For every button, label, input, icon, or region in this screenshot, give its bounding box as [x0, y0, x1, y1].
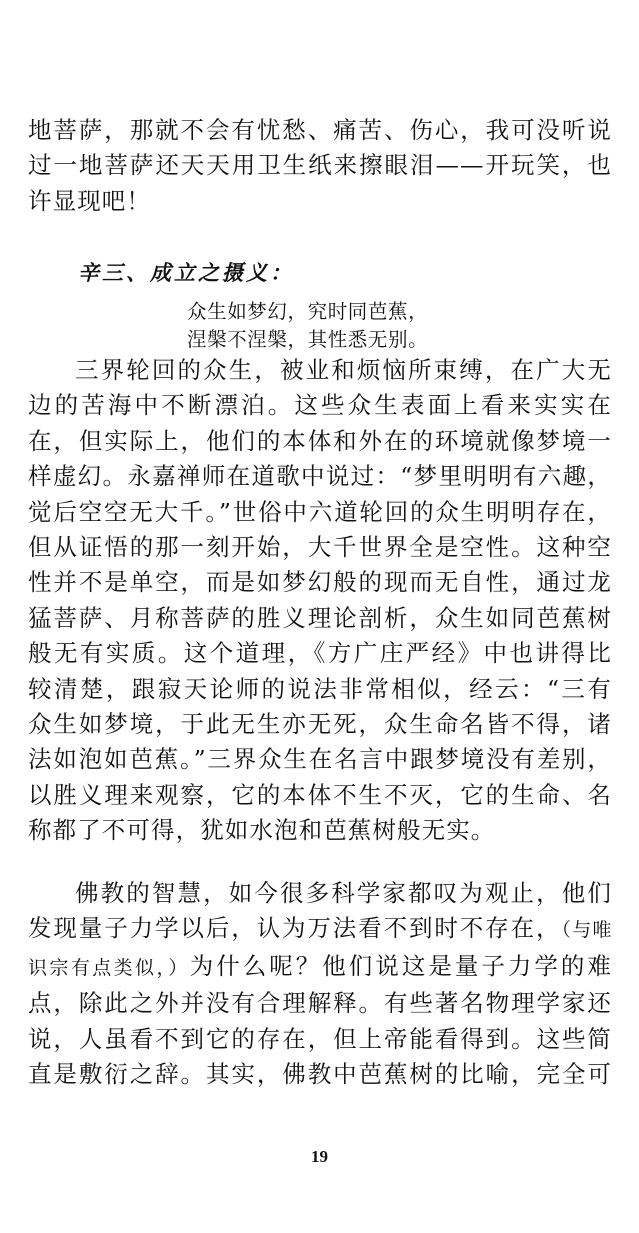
text-line: 地菩萨，那就不会有忧愁、痛苦、伤心，我可没听说	[28, 116, 612, 144]
text-line: 在，但实际上，他们的本体和外在的环境就像梦境一	[28, 426, 612, 455]
text-line	[28, 911, 612, 948]
text-line: 过一地菩萨还天天用卫生纸来擦眼泪——开玩笑，也	[28, 151, 612, 180]
verse-line-2: 涅槃不涅槃，其性悉无别。	[187, 328, 429, 351]
text-line: 法如泡如芭蕉。”三界众生在名言中跟梦境没有差别，	[28, 745, 612, 774]
page-number: 19	[311, 1147, 328, 1166]
text-line: 点，除此之外并没有合理解释。有些著名物理学家还	[28, 989, 612, 1018]
parenthetical-note: （与唯	[561, 919, 612, 942]
text-line: 样虚幻。永嘉禅师在道歌中说过：“梦里明明有六趣，	[28, 462, 612, 491]
text-line: 说，人虽看不到它的存在，但上帝能看得到。这些简	[28, 1024, 612, 1053]
section-heading: 辛三、成立之摄义：	[78, 260, 294, 285]
text-line: 直是敷衍之辞。其实，佛教中芭蕉树的比喻，完全可	[28, 1060, 612, 1089]
verse-line-1: 众生如梦幻，究时同芭蕉，	[187, 300, 429, 323]
text-line: 许显现吧！	[28, 186, 151, 215]
text-segment: 发现量子力学以后，认为万法看不到时不存在，	[28, 914, 562, 943]
parenthetical-note: 识宗有点类似，）	[28, 956, 190, 979]
text-line: 般无有实质。这个道理，《方广庄严经》中也讲得比	[28, 639, 612, 668]
text-line: 觉后空空无大千。”世俗中六道轮回的众生明明存在，	[28, 497, 612, 526]
text-line: 佛教的智慧，如今很多科学家都叹为观止，他们	[75, 879, 612, 907]
text-line: 性并不是单空，而是如梦幻般的现而无自性，通过龙	[28, 568, 612, 597]
text-line	[28, 949, 612, 986]
text-line: 众生如梦境，于此无生亦无死，众生命名皆不得，诸	[28, 710, 612, 739]
text-line: 三界轮回的众生，被业和烦恼所束缚，在广大无	[75, 356, 612, 384]
intro-paragraph	[28, 113, 612, 219]
text-line: 较清楚，跟寂天论师的说法非常相似，经云：“三有	[28, 674, 612, 703]
text-line: 猛菩萨、月称菩萨的胜义理论剖析，众生如同芭蕉树	[28, 603, 612, 632]
text-line: 但从证悟的那一刻开始，大千世界全是空性。这种空	[28, 533, 612, 562]
text-line: 称都了不可得，犹如水泡和芭蕉树般无实。	[28, 816, 496, 845]
text-line: 以胜义理来观察，它的本体不生不灭，它的生命、名	[28, 780, 612, 809]
body-paragraph-2	[28, 876, 612, 1092]
text-segment: 为什么呢？他们说这是量子力学的难	[189, 951, 612, 980]
text-line: 边的苦海中不断漂泊。这些众生表面上看来实实在	[28, 391, 612, 420]
body-paragraph-1	[28, 353, 612, 849]
